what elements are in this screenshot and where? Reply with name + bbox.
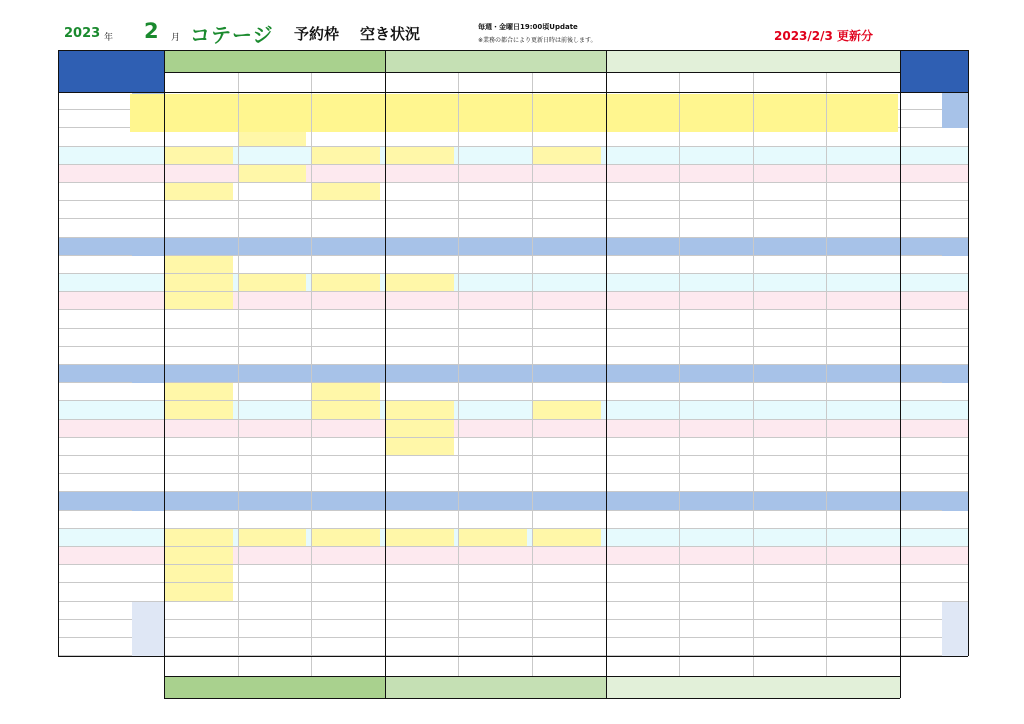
weekday-cell — [132, 547, 164, 565]
weekday-cell-right — [942, 165, 968, 183]
blank-weekday-cell — [132, 602, 164, 620]
booked-cell — [239, 165, 307, 182]
date-cell — [58, 565, 128, 583]
weekday-cell-right — [942, 474, 968, 492]
date-cell-right — [900, 383, 940, 401]
date-cell — [58, 383, 128, 401]
right-weekday-label-top — [942, 52, 968, 70]
date-cell — [58, 274, 128, 292]
date-cell — [58, 128, 128, 146]
day-row — [58, 219, 968, 237]
date-cell-right — [900, 238, 940, 256]
date-cell — [58, 92, 128, 110]
weekday-cell-right — [942, 365, 968, 383]
left-date-label-top — [58, 52, 132, 70]
day-row — [58, 310, 968, 328]
group-border — [606, 50, 607, 698]
date-cell-right — [900, 420, 940, 438]
section-border — [164, 50, 165, 698]
cottage-name-top — [532, 72, 606, 92]
weekday-cell-right — [942, 583, 968, 601]
day-row — [58, 438, 968, 456]
group-border — [385, 50, 386, 698]
cottage-separator — [238, 72, 239, 676]
booked-cell — [386, 401, 454, 418]
cottage-name-top — [238, 72, 312, 92]
booked-cell — [459, 529, 527, 546]
weekday-cell — [132, 401, 164, 419]
header-month-suffix: 月 — [171, 33, 181, 43]
header-month: 2 — [144, 19, 159, 43]
cottage-name-bottom — [532, 656, 606, 676]
booked-cell — [165, 565, 233, 582]
date-cell-right — [900, 219, 940, 237]
day-row — [58, 347, 968, 365]
blank-weekday-cell — [132, 620, 164, 638]
date-cell — [58, 438, 128, 456]
booked-cell — [165, 147, 233, 164]
blank-weekday-cell-right — [942, 638, 968, 656]
cottage-name-bottom — [679, 656, 753, 676]
right-date-label-bottom — [900, 72, 942, 90]
group-title-top — [164, 50, 385, 72]
weekday-cell-right — [942, 292, 968, 310]
weekday-cell-right — [942, 219, 968, 237]
cottage-name-top — [606, 72, 680, 92]
weekday-cell — [132, 165, 164, 183]
booked-cell — [533, 401, 601, 418]
weekday-cell-right — [942, 511, 968, 529]
cottage-name-bottom — [311, 656, 385, 676]
weekday-cell-right — [942, 565, 968, 583]
left-date-label-bottom — [58, 72, 132, 90]
weekday-cell-right — [942, 128, 968, 146]
date-cell-right — [900, 128, 940, 146]
date-cell-right — [900, 565, 940, 583]
blank-row — [58, 620, 968, 638]
date-cell-right — [900, 474, 940, 492]
cottage-name-top — [753, 72, 827, 92]
cottage-separator — [679, 72, 680, 676]
cottage-name-top — [164, 72, 238, 92]
cottage-separator — [532, 72, 533, 676]
weekday-cell — [132, 511, 164, 529]
cottage-name-top — [311, 72, 385, 92]
weekday-cell-right — [942, 92, 968, 110]
date-cell — [58, 219, 128, 237]
date-cell — [58, 256, 128, 274]
date-cell-right — [900, 511, 940, 529]
booked-cell — [386, 529, 454, 546]
booked-cell — [533, 529, 601, 546]
group-title-top — [606, 50, 900, 72]
header-year: 2023 — [64, 26, 101, 41]
booked-cell — [386, 438, 454, 455]
booked-cell — [312, 183, 380, 200]
weekday-cell-right — [942, 438, 968, 456]
weekday-cell-right — [942, 401, 968, 419]
section-border — [900, 50, 901, 698]
weekday-cell-right — [942, 256, 968, 274]
date-cell — [58, 511, 128, 529]
group-title-top — [385, 50, 606, 72]
left-weekday-label-bottom — [132, 72, 164, 90]
table-border-top — [58, 50, 968, 51]
weekday-cell-right — [942, 329, 968, 347]
weekday-cell-right — [942, 310, 968, 328]
cottage-name-bottom — [164, 656, 238, 676]
date-cell-right — [900, 401, 940, 419]
day-row — [58, 420, 968, 438]
date-cell-right — [900, 110, 940, 128]
header-cottage-label: コテージ — [190, 23, 274, 47]
weekday-cell-right — [942, 456, 968, 474]
weekday-cell-right — [942, 347, 968, 365]
weekday-cell — [132, 347, 164, 365]
date-cell — [58, 365, 128, 383]
cottage-name-top — [679, 72, 753, 92]
weekday-cell — [132, 383, 164, 401]
weekday-cell-right — [942, 547, 968, 565]
booked-cell — [312, 147, 380, 164]
updated-date: 2023/2/3 更新分 — [774, 29, 874, 43]
date-cell-right — [900, 347, 940, 365]
day-row — [58, 474, 968, 492]
booked-cell — [312, 401, 380, 418]
weekday-cell-right — [942, 529, 968, 547]
weekday-cell — [132, 565, 164, 583]
cottage-name-bottom — [606, 656, 680, 676]
date-cell — [58, 401, 128, 419]
blank-weekday-cell — [132, 638, 164, 656]
table-border — [968, 50, 969, 656]
weekday-cell-right — [942, 420, 968, 438]
booked-cell — [165, 401, 233, 418]
date-cell-right — [900, 456, 940, 474]
booked-cell — [386, 274, 454, 291]
weekday-cell — [132, 219, 164, 237]
weekday-cell-right — [942, 492, 968, 510]
weekday-cell — [132, 529, 164, 547]
date-cell — [58, 147, 128, 165]
date-cell — [58, 110, 128, 128]
header-availability: 空き状況 — [360, 25, 421, 43]
weekday-cell-right — [942, 201, 968, 219]
header-year-suffix: 年 — [104, 33, 114, 43]
date-cell-right — [900, 183, 940, 201]
date-cell — [58, 583, 128, 601]
cottage-name-bottom — [238, 656, 312, 676]
date-cell-right — [900, 329, 940, 347]
table-border — [58, 50, 59, 656]
date-cell-right — [900, 492, 940, 510]
weekday-cell — [132, 438, 164, 456]
booked-cell — [165, 183, 233, 200]
weekday-cell-right — [942, 238, 968, 256]
day-row — [58, 456, 968, 474]
date-cell-right — [900, 165, 940, 183]
blank-row — [58, 602, 968, 620]
body-bottom — [58, 656, 968, 657]
weekday-cell — [132, 274, 164, 292]
cottage-name-top — [826, 72, 900, 92]
cottage-name-bottom — [458, 656, 532, 676]
booked-cell — [165, 547, 233, 564]
date-cell — [58, 420, 128, 438]
booked-cell — [165, 292, 233, 309]
date-cell — [58, 183, 128, 201]
header-bottom — [58, 92, 968, 93]
weekday-cell-right — [942, 383, 968, 401]
header-reserve-frame: 予約枠 — [294, 25, 340, 43]
weekday-cell — [132, 456, 164, 474]
weekday-cell — [132, 183, 164, 201]
booked-cell — [165, 383, 233, 400]
date-cell-right — [900, 201, 940, 219]
weekday-cell — [132, 201, 164, 219]
date-cell — [58, 547, 128, 565]
footer-divider — [164, 676, 900, 677]
weekday-cell-right — [942, 274, 968, 292]
date-cell — [58, 529, 128, 547]
booked-cell — [312, 529, 380, 546]
day-row — [58, 511, 968, 529]
date-cell — [58, 310, 128, 328]
date-cell-right — [900, 547, 940, 565]
weekday-cell — [132, 583, 164, 601]
weekday-cell-right — [942, 183, 968, 201]
day-row — [58, 329, 968, 347]
date-cell-right — [900, 438, 940, 456]
booked-cell — [165, 256, 233, 273]
date-cell-right — [900, 583, 940, 601]
date-cell — [58, 292, 128, 310]
cottage-separator — [458, 72, 459, 676]
date-cell — [58, 347, 128, 365]
date-cell-right — [900, 274, 940, 292]
blank-weekday-cell-right — [942, 602, 968, 620]
weekday-cell — [132, 474, 164, 492]
weekday-cell-right — [942, 147, 968, 165]
cottage-name-bottom — [826, 656, 900, 676]
date-cell-right — [900, 529, 940, 547]
weekday-cell — [132, 147, 164, 165]
group-title-bottom — [164, 676, 385, 698]
weekday-cell — [132, 329, 164, 347]
blank-row — [58, 638, 968, 656]
booked-cell — [165, 583, 233, 600]
header-divider — [164, 72, 900, 73]
cottage-name-bottom — [385, 656, 459, 676]
date-cell-right — [900, 256, 940, 274]
maintenance-banner — [130, 94, 898, 132]
weekday-cell — [132, 310, 164, 328]
date-cell-right — [900, 292, 940, 310]
booked-cell — [165, 529, 233, 546]
right-weekday-label-bottom — [942, 72, 968, 90]
cottage-separator — [311, 72, 312, 676]
weekday-cell — [132, 420, 164, 438]
date-cell — [58, 474, 128, 492]
cottage-separator — [826, 72, 827, 676]
date-cell-right — [900, 92, 940, 110]
cottage-name-top — [385, 72, 459, 92]
day-row — [58, 201, 968, 219]
date-cell — [58, 165, 128, 183]
date-cell — [58, 201, 128, 219]
date-cell — [58, 456, 128, 474]
footer-bottom — [164, 698, 900, 699]
date-cell — [58, 492, 128, 510]
booked-cell — [239, 529, 307, 546]
page-header — [0, 0, 1024, 50]
booked-cell — [312, 274, 380, 291]
weekday-cell — [132, 292, 164, 310]
booked-cell — [386, 420, 454, 437]
cottage-separator — [753, 72, 754, 676]
update-schedule-note: 毎週・金曜日19:00頃Update — [478, 23, 578, 31]
update-disclaimer: ※業務の都合により更新日時は前後します。 — [478, 37, 597, 44]
date-cell — [58, 329, 128, 347]
date-cell — [58, 238, 128, 256]
left-weekday-label-top — [132, 52, 164, 70]
cottage-name-top — [458, 72, 532, 92]
weekday-cell — [132, 256, 164, 274]
booked-cell — [312, 383, 380, 400]
booked-cell — [165, 274, 233, 291]
group-title-bottom — [385, 676, 606, 698]
booked-cell — [239, 274, 307, 291]
date-cell-right — [900, 310, 940, 328]
right-date-label-top — [900, 52, 942, 70]
weekday-cell-right — [942, 110, 968, 128]
date-cell-right — [900, 147, 940, 165]
cottage-name-bottom — [753, 656, 827, 676]
booked-cell — [386, 147, 454, 164]
booked-cell — [533, 147, 601, 164]
date-cell-right — [900, 365, 940, 383]
day-row — [58, 165, 968, 183]
blank-weekday-cell-right — [942, 620, 968, 638]
group-title-bottom — [606, 676, 900, 698]
